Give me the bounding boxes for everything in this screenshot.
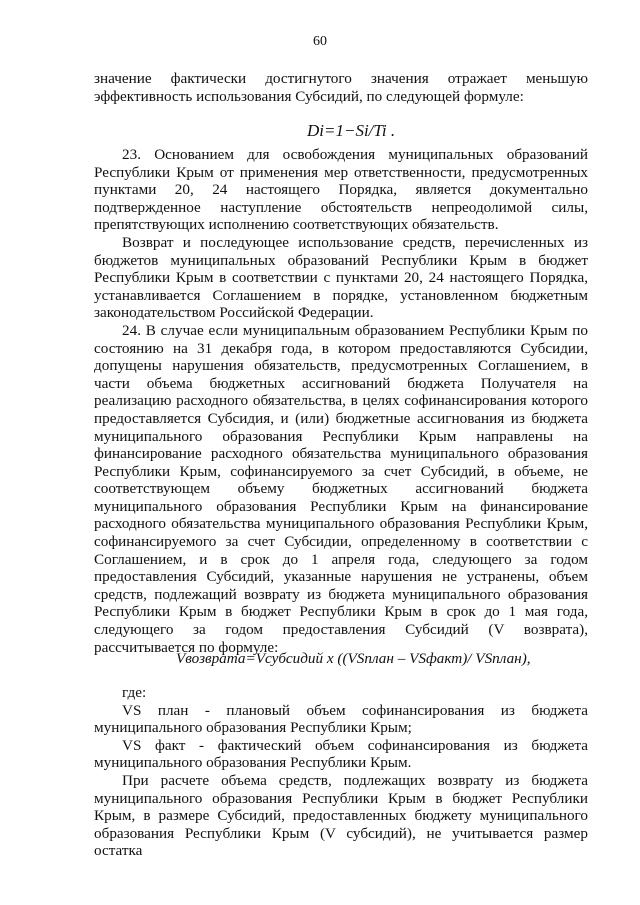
paragraph-refund: Возврат и последующее использование средств, перечисленных из бюджетов муниципальных образований Республики Крым в бюджет Республики Крым в соответствии с пунктами 20, 24 настоящего Порядка, устанавливается Соглашением в порядке, установленном бюджетным законодательством Российской Федерации. [94,233,588,322]
definitions-text-block [94,684,588,860]
paragraph-formula-intro: значение фактически достигнутого значения отражает меньшую эффективность использования Субсидий, по следующей формуле: [94,70,588,105]
paragraph-vs-plan: VS план - плановый объем софинансирования из бюджета муниципального образования Республики Крым; [94,701,588,737]
main-text-block [94,146,588,656]
page-number: 60 [313,34,327,49]
paragraph-calculation-note: При расчете объема средств, подлежащих возврату из бюджета муниципального образования Республики Крым в бюджет Республики Крым, в размере Субсидий, предоставленных бюджету муниципального образования Республики Крым (V субсидий), не учитывается размер остатка [94,771,588,860]
refund-formula: Vвозврата=Vсубсидий х ((VSплан – VSфакт)/ VSплан), [176,650,531,667]
efficiency-formula: Di=1−Si/Ti . [307,121,396,140]
paragraph-23: 23. Основанием для освобождения муниципальных образований Республики Крым от применения мер ответственности, предусмотренных пунктами 20, 24 настоящего Порядка, является документально подтвержденное наступление обстоятельств непреодолимой силы, препятствующих исполнению соответствующих обязательств. [94,146,588,234]
paragraph-where: где: [122,684,147,701]
intro-text-block [94,70,588,105]
paragraph-24: 24. В случае если муниципальным образованием Республики Крым по состоянию на 31 декабря года, в котором предоставляются Субсидии, допущены нарушения обязательств, предусмотренных Соглашением, в части объема бюджетных ассигнований бюджета Получателя на реализацию расходного обязательства, в целях софинансирования которого предоставляется Субсидия, и (или) бюджетные ассигнования из бюджета муниципального образования Республики Крым направлены на финансирование расходного обязательства муниципального образования Республики Крым, софинансируемого за счет Субсидий, в объеме, не соответствующем объему бюджетных ассигнований бюджета муниципального образования Республики Крым на финансирование расходного обязательства муниципального образования Республики Крым, софинансируемого за счет Субсидии, определенному в соответствии с Соглашением, и в срок до 1 апреля года, следующего за годом предоставления Субсидий, указанные нарушения не устранены, объем средств, подлежащий возврату из бюджета муниципального образования Республики Крым в бюджет Республики Крым в срок до 1 мая года, следующего за годом предоставления Субсидий (V возврата), рассчитывается по формуле: [94,321,588,656]
paragraph-vs-fact: VS факт - фактический объем софинансирования из бюджета муниципального образования Республики Крым. [94,736,588,772]
